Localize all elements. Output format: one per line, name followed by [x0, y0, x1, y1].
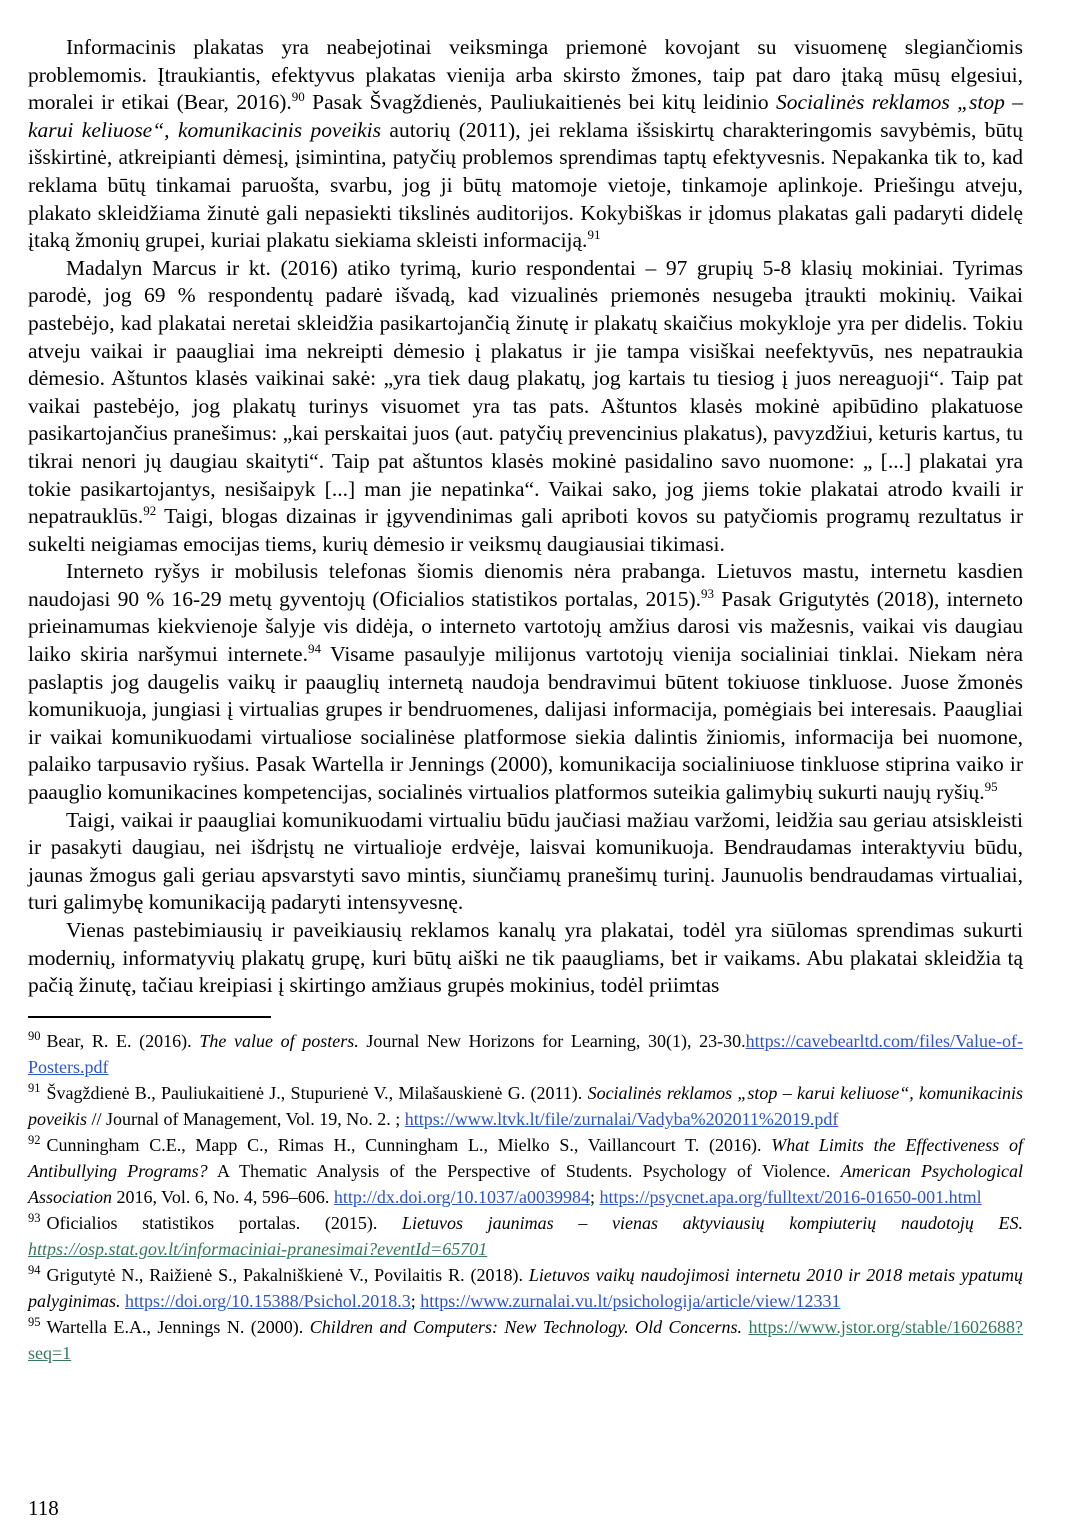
page-number: 118: [28, 1496, 59, 1520]
footnote: [28, 1210, 1023, 1262]
text-run: Interneto ryšys ir mobilusis telefonas šiomis dienomis nėra prabanga. Lietuvos mastu, internetu kasdien naudojasi 90 % 16-29 metų gyventojų (Oficialios statistikos portalas, 2015).: [28, 559, 1023, 611]
hyperlink[interactable]: https://www.ltvk.lt/file/zurnalai/Vadyba%202011%2019.pdf: [404, 1108, 839, 1129]
footnote: [28, 1132, 1023, 1210]
footnote: [28, 1080, 1023, 1132]
footnote-number: 92: [28, 1132, 41, 1147]
text-run: Švagždienė B., Pauliukaitienė J., Stupurienė V., Milašauskienė G. (2011).: [46, 1082, 588, 1103]
footnote-number: 90: [28, 1028, 41, 1043]
footnotes-section: [28, 1028, 1023, 1366]
paragraph: [28, 807, 1023, 917]
text-run: ;: [590, 1186, 600, 1207]
text-run: Oficialios statistikos portalas. (2015).: [46, 1212, 403, 1233]
text-run: Taigi, vaikai ir paaugliai komunikuodami virtualiu būdu jaučiasi mažiau varžomi, leidžia sau geriau atsiskleisti ir pasakyti daugiau, nei išdrįstų ne virtualioje erdvėje, laisvai komunikuoja. Bendraudamas interaktyviu būdu, jaunas žmogus gali geriau apsvarstyti savo mintis, siunčiamų pranešimų turinį. Jaunuolis bendraudamas virtualiai, turi galimybę komunikaciją padaryti intensyvesnę.: [28, 807, 1023, 915]
text-run: Madalyn Marcus ir kt. (2016) atiko tyrimą, kurio respondentai – 97 grupių 5-8 klasių mokiniai. Tyrimas parodė, jog 69 % respondentų padarė išvadą, kad vizualinės priemonės nesugeba įtraukti mokinių. Vaikai pastebėjo, kad plakatai neretai skleidžia pasikartojančią žinutę ir plakatų skaičius mokykloje yra per didelis. Tokiu atveju vaikai ir paaugliai ima nekreipti dėmesio į plakatus ir jie tampa visiškai neefektyvūs, nes nepatraukia dėmesio. Aštuntos klasės vaikinai sakė: „yra tiek daug plakatų, jog kartais tu tiesiog į juos nereaguoji“. Taip pat vaikai pastebėjo, jog plakatų turinys visuomet yra tas pats. Aštuntos klasės mokinė apibūdino plakatuose pasikartojančius pranešimus: „kai perskaitai juos (aut. patyčių prevencinius plakatus), pavyzdžiui, keturis kartus, tu tikrai nenori jų daugiau skaityti“. Taip pat aštuntos klasės mokinė pasidalino savo nuomone: „ [...] plakatai yra tokie pasikartojantys, nesišaipyk [...] man jie nepatinka“. Vaikai sako, jog jiems tokie plakatai atrodo kvaili ir nepatrauklūs.: [28, 255, 1023, 529]
footnote-ref: 95: [984, 778, 998, 794]
text-run: American Psychological Association: [28, 1160, 1023, 1207]
footnote-ref: 92: [143, 502, 157, 518]
paragraph: [28, 558, 1023, 806]
text-run: autorių (2011), jei reklama išsiskirtų charakteringomis savybėmis, būtų išskirtinė, atkreipianti dėmesį, įsimintina, patyčių problemos sprendimas taptų efektyvesnis. Nepakanka tik to, kad reklama būtų tinkamai paruošta, svarbu, jog ji būtų matomoje vietoje, tinkamoje aplinkoje. Priešingu atveju, plakato skleidžiama žinutė gali nepasiekti tikslinės auditorijos. Kokybiškas ir įdomus plakatas gali padaryti didelę įtaką žmonių grupei, kuriai plakatu siekiama skleisti informaciją.: [28, 117, 1023, 253]
text-run: Taigi, blogas dizainas ir įgyvendinimas gali apriboti kovos su patyčiomis programų rezultatus ir sukelti neigiamas emocijas tiems, kurių dėmesio ir veiksmų daugiausiai tikimasi.: [28, 504, 1023, 556]
footnote: [28, 1262, 1023, 1314]
text-run: A Thematic Analysis of the Perspective of Students. Psychology of Violence.: [207, 1160, 841, 1181]
footnote: [28, 1028, 1023, 1080]
footnote-number: 94: [28, 1262, 41, 1277]
text-run: Socialinės reklamos „stop – karui keliuose“, komunikacinis poveikis: [28, 90, 1023, 142]
hyperlink[interactable]: http://dx.doi.org/10.1037/a0039984: [333, 1186, 591, 1207]
text-run: 2016, Vol. 6, No. 4, 596–606.: [112, 1186, 334, 1207]
text-run: Pasak Grigutytės (2018), interneto prieinamumas kiekvienoje šalyje vis didėja, o interneto vartotojų amžius darosi vis mažesnis, vaikai vis daugiau laiko skiria naršymui internete.: [28, 586, 1023, 667]
hyperlink[interactable]: https://doi.org/10.15388/Psichol.2018.3: [125, 1290, 411, 1311]
body-text: [28, 34, 1023, 1000]
text-run: Lietuvos jaunimas – vienas aktyviausių kompiuterių naudotojų ES.: [402, 1212, 1023, 1233]
text-run: Grigutytė N., Raižienė S., Pakalniškienė V., Povilaitis R. (2018).: [46, 1264, 529, 1285]
paragraph: [28, 255, 1023, 559]
hyperlink[interactable]: https://osp.stat.gov.lt/informaciniai-pranesimai?eventId=65701: [28, 1238, 488, 1259]
footnote-ref: 93: [701, 585, 714, 601]
footnote-separator: [28, 1016, 271, 1018]
text-run: // Journal of Management, Vol. 19, No. 2. ;: [86, 1108, 405, 1129]
footnote-ref: 94: [307, 640, 321, 656]
paragraph: [28, 34, 1023, 255]
footnote-ref: 91: [587, 227, 601, 242]
hyperlink[interactable]: https://psycnet.apa.org/fulltext/2016-01650-001.html: [599, 1186, 982, 1207]
text-run: Vienas pastebimiausių ir paveikiausių reklamos kanalų yra plakatai, todėl yra siūlomas sprendimas sukurti modernių, informatyvių plakatų grupę, kuri būtų aiški ne tik paaugliams, bet ir vaikams. Abu plakatai skleidžia tą pačią žinutę, tačiau kreipiasi į skirtingo amžiaus grupės mokinius, todėl priimtas: [28, 918, 1023, 998]
footnote-number: 91: [28, 1080, 41, 1095]
text-run: Wartella E.A., Jennings N. (2000).: [46, 1316, 310, 1337]
text-run: Visame pasaulyje milijonus vartotojų vienija socialiniai tinklai. Niekam nėra paslaptis jog daugelis vaikų ir paauglių internetą naudoja bendravimui būtent tokiuose tinkluose. Juose žmonės komunikuoja, jungiasi į virtualias grupes ir bendruomenes, dalijasi informacija, pomėgiais bei interesais. Paaugliai ir vaikai komunikuodami virtualiose socialinėse platformose siekia dalintis žiniomis, informacija bei nuomone, palaiko tarpusavio ryšius. Pasak Wartella ir Jennings (2000), komunikacija socialiniuose tinkluose stiprina vaiko ir paauglio komunikacines kompetencijas, socialinės virtualios platformos suteikia galimybių sukurti naujų ryšių.: [28, 642, 1023, 805]
text-run: What Limits the Effectiveness of Antibullying Programs?: [28, 1134, 1024, 1181]
text-run: Lietuvos vaikų naudojimosi internetu 2010 ir 2018 metais ypatumų palyginimas.: [28, 1264, 1023, 1311]
hyperlink[interactable]: https://www.zurnalai.vu.lt/psichologija/article/view/12331: [420, 1290, 841, 1311]
hyperlink[interactable]: https://www.jstor.org/stable/1602688?seq=1: [28, 1316, 1023, 1363]
paragraph: [28, 917, 1023, 1000]
text-run: Socialinės reklamos „stop – karui keliuose“, komunikacinis poveikis: [28, 1082, 1023, 1129]
text-run: Cunningham C.E., Mapp C., Rimas H., Cunningham L., Mielko S., Vaillancourt T. (2016).: [46, 1134, 772, 1155]
text-run: Pasak Švagždienės, Pauliukaitienės bei kitų leidinio: [304, 90, 776, 115]
footnote: [28, 1314, 1023, 1366]
text-run: Bear, R. E. (2016).: [46, 1030, 200, 1051]
footnote-number: 93: [28, 1210, 41, 1225]
footnote-ref: 90: [291, 89, 305, 105]
text-run: ;: [410, 1290, 421, 1311]
hyperlink[interactable]: https://cavebearltd.com/files/Value-of-Posters.pdf: [28, 1030, 1023, 1077]
text-run: Children and Computers: New Technology. Old Concerns.: [309, 1316, 743, 1337]
text-run: Journal New Horizons for Learning, 30(1), 23-30.: [358, 1030, 746, 1051]
footnote-number: 95: [28, 1314, 41, 1329]
text-run: Informacinis plakatas yra neabejotinai veiksminga priemonė kovojant su visuomenę slegiančiomis problemomis. Įtraukiantis, efektyvus plakatas vienija arba skirsto žmones, taip pat daro įtaką mūsų elgesiui, moralei ir etikai (Bear, 2016).: [28, 35, 1023, 115]
text-run: The value of posters.: [199, 1030, 359, 1051]
